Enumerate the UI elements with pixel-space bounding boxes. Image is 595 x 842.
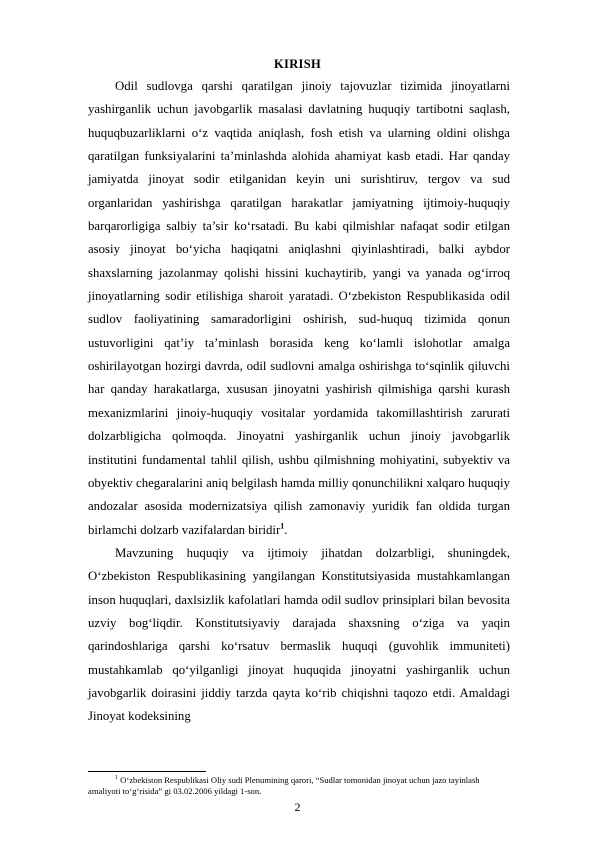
paragraph-1-text: Odil sudlovga qarshi qaratilgan jinoiy tajovuzlar tizimida jinoyatlarni yashirganlik uchun javobgarlik masalasi davlatning huquqiy tartibotni saqlash, huquqbuzarliklarni o‘z vaqtida aniqlash, fosh etish va ularning oldini olishga qaratilgan funksiyalarini ta’minlashda alohida ahamiyat kasb etadi. Har qanday jamiyatda jinoyat sodir etilganidan keyin uni surishtiruv, tergov va sud organlaridan yashirishga qaratilgan harakatlar jamiyatning ijtimoiy-huquqiy barqarorligiga salbiy ta’sir ko‘rsatadi. Bu kabi qilmishlar nafaqat sodir etilgan asosiy jinoyat bo‘yicha haqiqatni aniqlashni qiyinlashtiradi, balki aybdor shaxslarning jazolanmay qolishi hissini kuchaytirib, yangi va yanada og‘irroq jinoyatlarning sodir etilishiga sharoit yaratadi. O‘zbekiston Respublikasida odil sudlov faoliyatining samaradorligini oshirish, sud-huquq tizimida qonun ustuvorligini qat’iy ta’minlash borasida keng ko‘lamli islohotlar amalga oshirilayotgan hozirgi davrda, odil sudlovni amalga oshirishga to‘sqinlik qiluvchi har qanday harakatlarga, xususan jinoyatni yashirish qilmishiga qarshi kurash mexanizmlarini jinoiy-huquqiy vositalar yordamida takomillashtirish zarurati dolzarbligicha qolmoqda. Jinoyatni yashirganlik uchun jinoiy javobgarlik institutini fundamental tahlil qilish, ushbu qilmishning mohiyatini, subyektiv va obyektiv chegaralarini aniq belgilash hamda milliy qonunchilikni xalqaro huquqiy andozalar asosida modernizatsiya qilish zamonaviy yuridik fan oldida turgan birlamchi dolzarb vazifalardan biridir	[88, 79, 510, 537]
paragraph-1-end: .	[284, 522, 288, 537]
page-title: KIRISH	[274, 57, 321, 71]
footnote	[88, 775, 510, 797]
footnote-text: O‘zbekiston Respublikasi Oliy sudi Plenumining qarori, “Sudlar tomonidan jinoyat uchun jazo tayinlash amaliyoti to‘g‘risida” gi 03.02.2006 yildagi 1-son.	[88, 775, 480, 797]
paragraph-2	[88, 542, 510, 729]
paragraph-1	[88, 75, 510, 542]
paragraph-2-text: Mavzuning huquqiy va ijtimoiy jihatdan dolzarbligi, shuningdek, O‘zbekiston Respublikasining yangilangan Konstitutsiyasida mustahkamlangan inson huquqlari, daxlsizlik kafolatlari hamda odil sudlov prinsiplari bilan bevosita uzviy bog‘liqdir. Konstitutsiyaviy darajada shaxsning o‘ziga va yaqin qarindoshlariga qarshi ko‘rsatuv bermaslik huquqi (guvohlik immuniteti) mustahkamlab qo‘yilganligi jinoyat huquqida jinoyatni yashirganlik uchun javobgarlik doirasini jiddiy tarzda qayta ko‘rib chiqishni taqozo etdi. Amaldagi Jinoyat kodeksining	[88, 545, 510, 724]
footnote-divider	[88, 771, 206, 772]
footnote-ref[interactable]: 1	[280, 521, 285, 531]
footnote-mark: 1	[115, 775, 118, 782]
page-number: 2	[294, 800, 301, 814]
body-text	[88, 75, 510, 729]
